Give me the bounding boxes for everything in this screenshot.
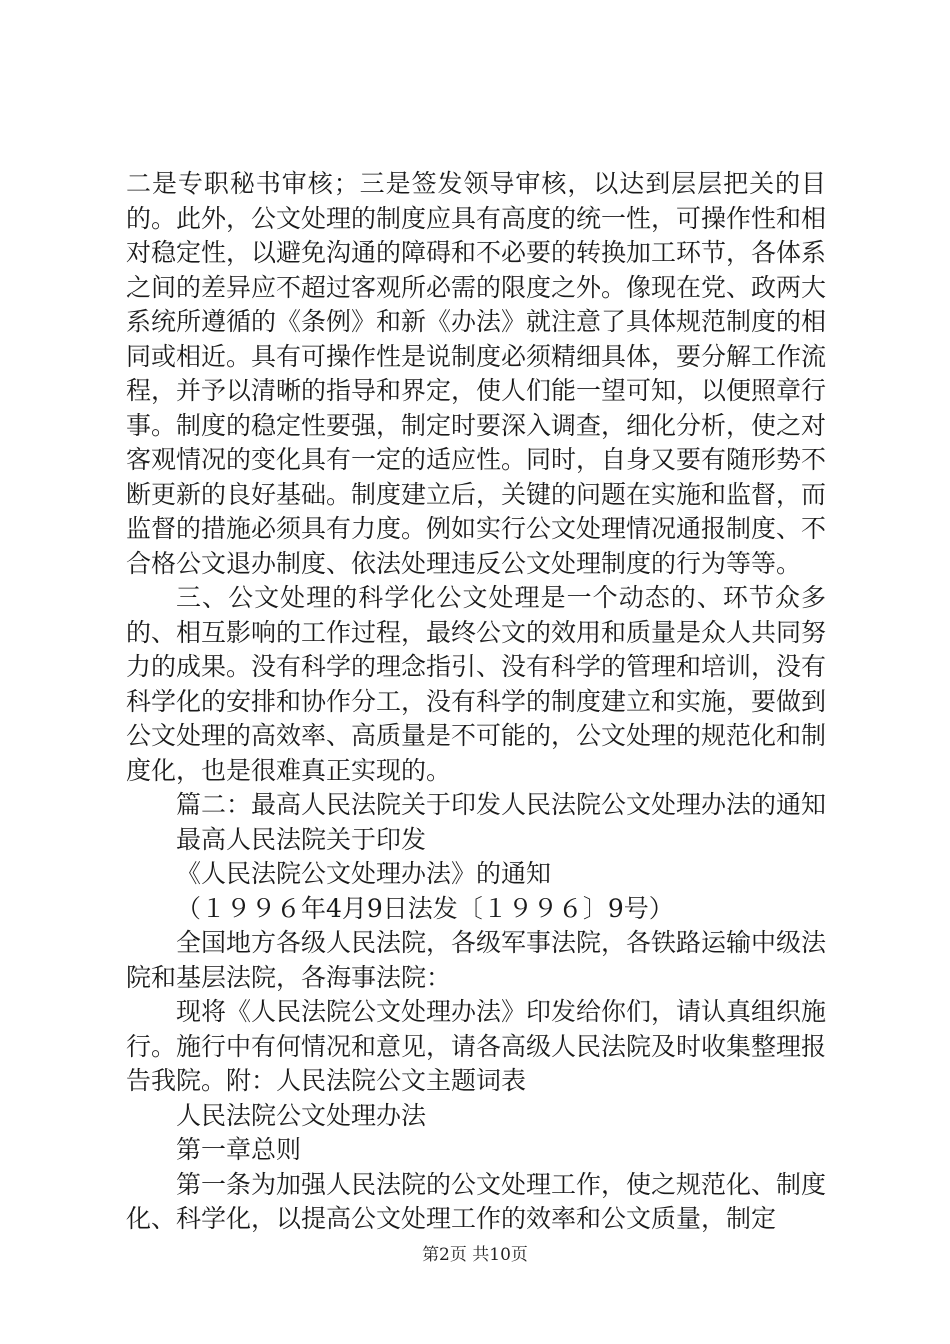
notice-body: 现将《人民法院公文处理办法》印发给你们，请认真组织施行。施行中有何情况和意见，请各高级人民法院及时收集整理报告我院。附：人民法院公文主题词表 [126, 997, 827, 1095]
page-footer: 第2页 共10页 [422, 1245, 528, 1265]
measures-title: 人民法院公文处理办法 [176, 1100, 427, 1130]
paragraph-part-two-heading: 篇二：最高人民法院关于印发人民法院公文处理办法的通知 [176, 790, 827, 819]
notice-title-line-2: 《人民法院公文处理办法》的通知 [176, 859, 552, 888]
notice-date-number: （１９９６年4月9日法发〔１９９６〕9号） [176, 893, 674, 923]
notice-recipients: 全国地方各级人民法院，各级军事法院，各铁路运输中级法院和基层法院，各海事法院： [126, 928, 827, 992]
document-body [126, 167, 826, 1237]
article-one: 第一条为加强人民法院的公文处理工作，使之规范化、制度化、科学化，以提高公文处理工作的效率和公文质量，制定 [126, 1169, 827, 1233]
notice-title-line-1: 最高人民法院关于印发 [176, 824, 427, 854]
chapter-one-heading: 第一章总则 [176, 1135, 302, 1164]
paragraph-continuation: 二是专职秘书审核；三是签发领导审核，以达到层层把关的目的。此外，公文处理的制度应具有高度的统一性，可操作性和相对稳定性，以避免沟通的障碍和不必要的转换加工环节，各体系之间的差异应不超过客观所必需的限度之外。像现在党、政两大系统所遵循的《条例》和新《办法》就注意了具体规范制度的相同或相近。具有可操作性是说制度必须精细具体，要分解工作流程，并予以清晰的指导和界定，使人们能一望可知，以便照章行事。制度的稳定性要强，制定时要深入调查，细化分析，使之对客观情况的变化具有一定的适应性。同时，自身又要有随形势不断更新的良好基础。制度建立后，关键的问题在实施和监督，而监督的措施必须具有力度。例如实行公文处理情况通报制度、不合格公文退办制度、依法处理违反公文处理制度的行为等等。 [126, 169, 827, 578]
paragraph-section-three: 三、公文处理的科学化公文处理是一个动态的、环节众多的、相互影响的工作过程，最终公文的效用和质量是众人共同努力的成果。没有科学的理念指引、没有科学的管理和培训，没有科学化的安排和协作分工，没有科学的制度建立和实施，要做到公文处理的高效率、高质量是不可能的，公文处理的规范化和制度化，也是很难真正实现的。 [126, 583, 827, 785]
